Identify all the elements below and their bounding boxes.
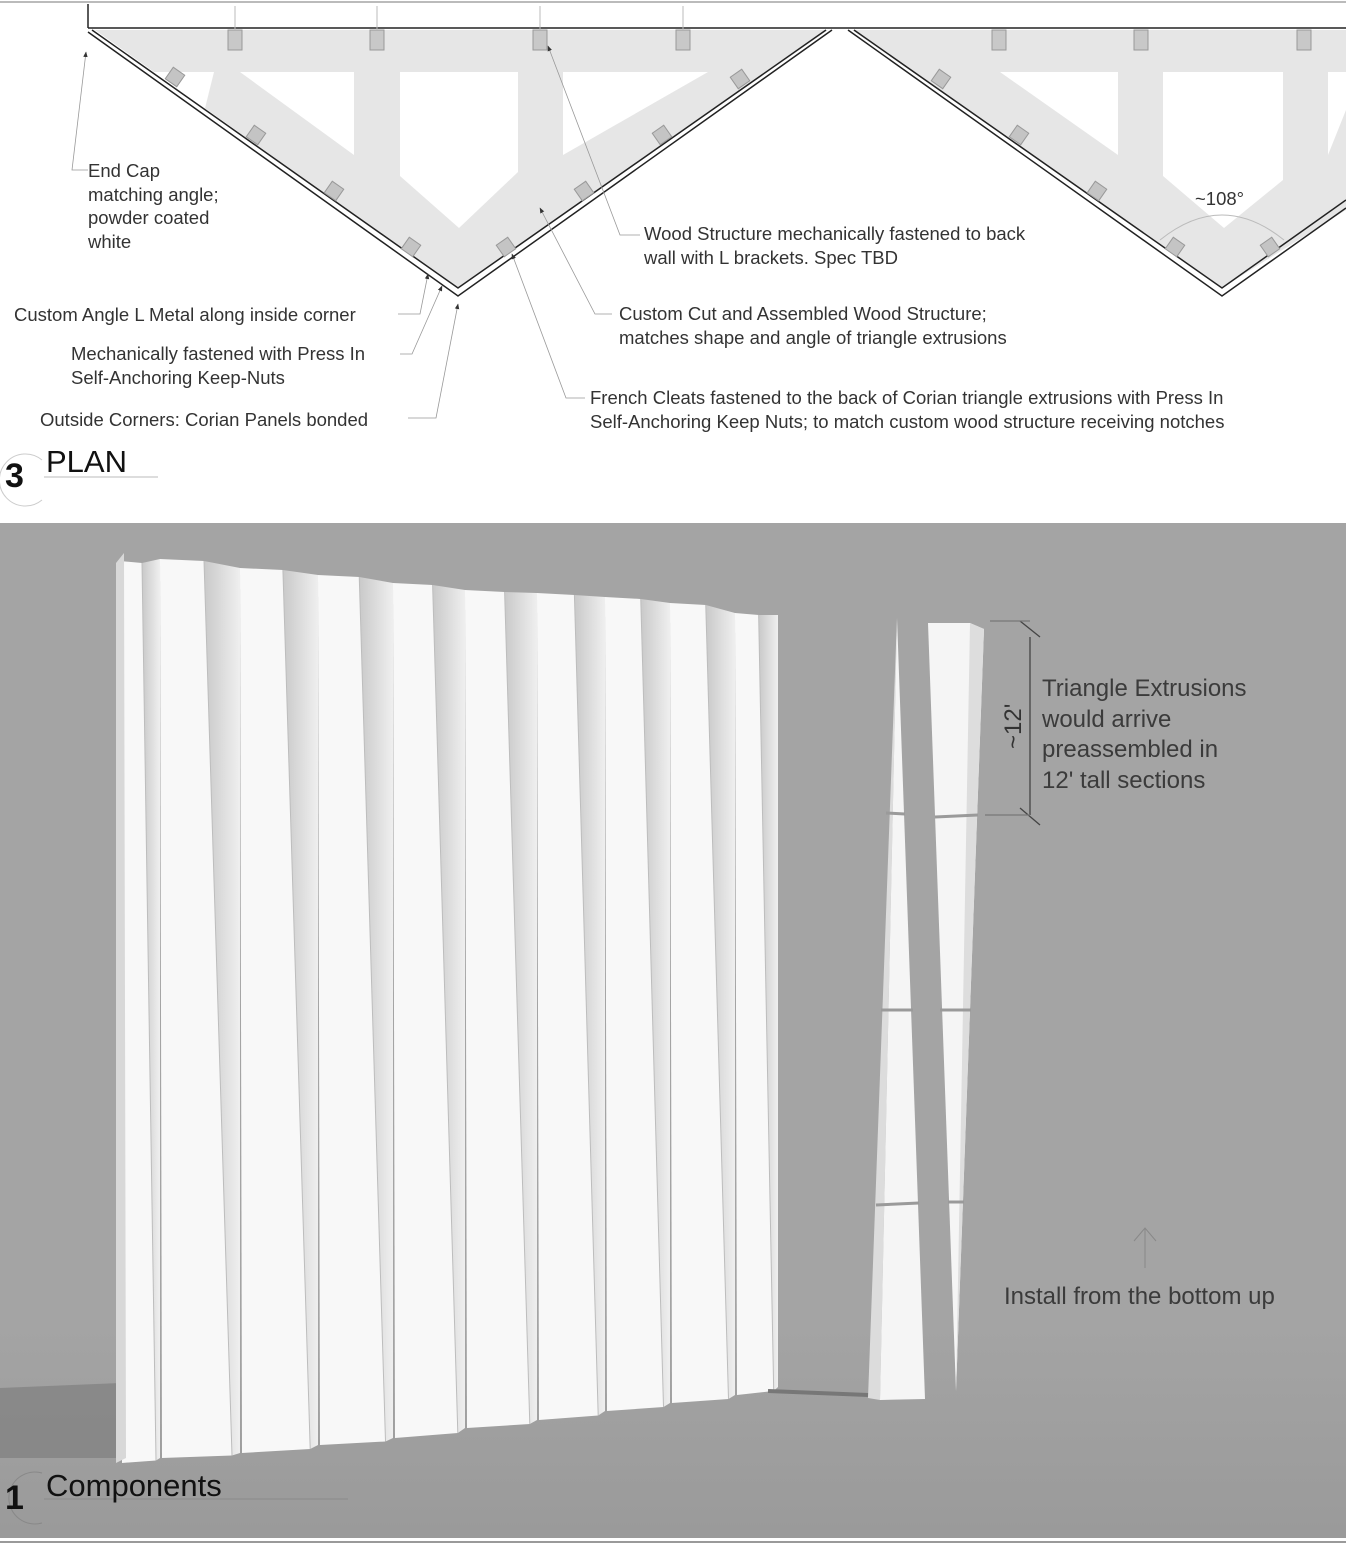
note-end-cap: End Cap matching angle; powder coated white — [88, 160, 219, 252]
wall-shadow — [0, 1383, 120, 1458]
plan-number: 3 — [5, 457, 24, 495]
note-wood-fastened: Wood Structure mechanically fastened to back wall with L brackets. Spec TBD — [644, 223, 1026, 268]
note-press-in: Mechanically fastened with Press In Self-Anchoring Keep-Nuts — [71, 343, 366, 388]
components-panel — [0, 523, 1346, 1538]
components-number: 1 — [5, 1479, 24, 1517]
components-title: Components — [46, 1468, 222, 1503]
plan-title: PLAN — [46, 444, 127, 479]
note-french-cleats: French Cleats fastened to the back of Corian triangle extrusions with Press In Self-Anchoring Keep Nuts; to match custom wood structure receiving notches — [590, 387, 1225, 432]
note-wood-custom: Custom Cut and Assembled Wood Structure; matches shape and angle of triangle extrusions — [619, 303, 1007, 348]
bottom-border — [0, 1541, 1346, 1543]
note-angle-metal: Custom Angle L Metal along inside corner — [14, 304, 356, 325]
note-triangle-extrusions: Triangle Extrusions would arrive preassembled in 12' tall sections — [1042, 675, 1247, 794]
dimension-label: ~12' — [1000, 703, 1027, 749]
note-outside-corners: Outside Corners: Corian Panels bonded — [40, 409, 369, 430]
note-install: Install from the bottom up — [1004, 1283, 1275, 1310]
note-angle: ~108° — [1195, 188, 1245, 209]
fluted-wall — [116, 553, 778, 1463]
install-arrow — [1134, 1228, 1156, 1268]
extrusion-left — [868, 618, 925, 1400]
extrusion-right — [928, 623, 984, 1391]
back-wall — [0, 2, 1346, 28]
